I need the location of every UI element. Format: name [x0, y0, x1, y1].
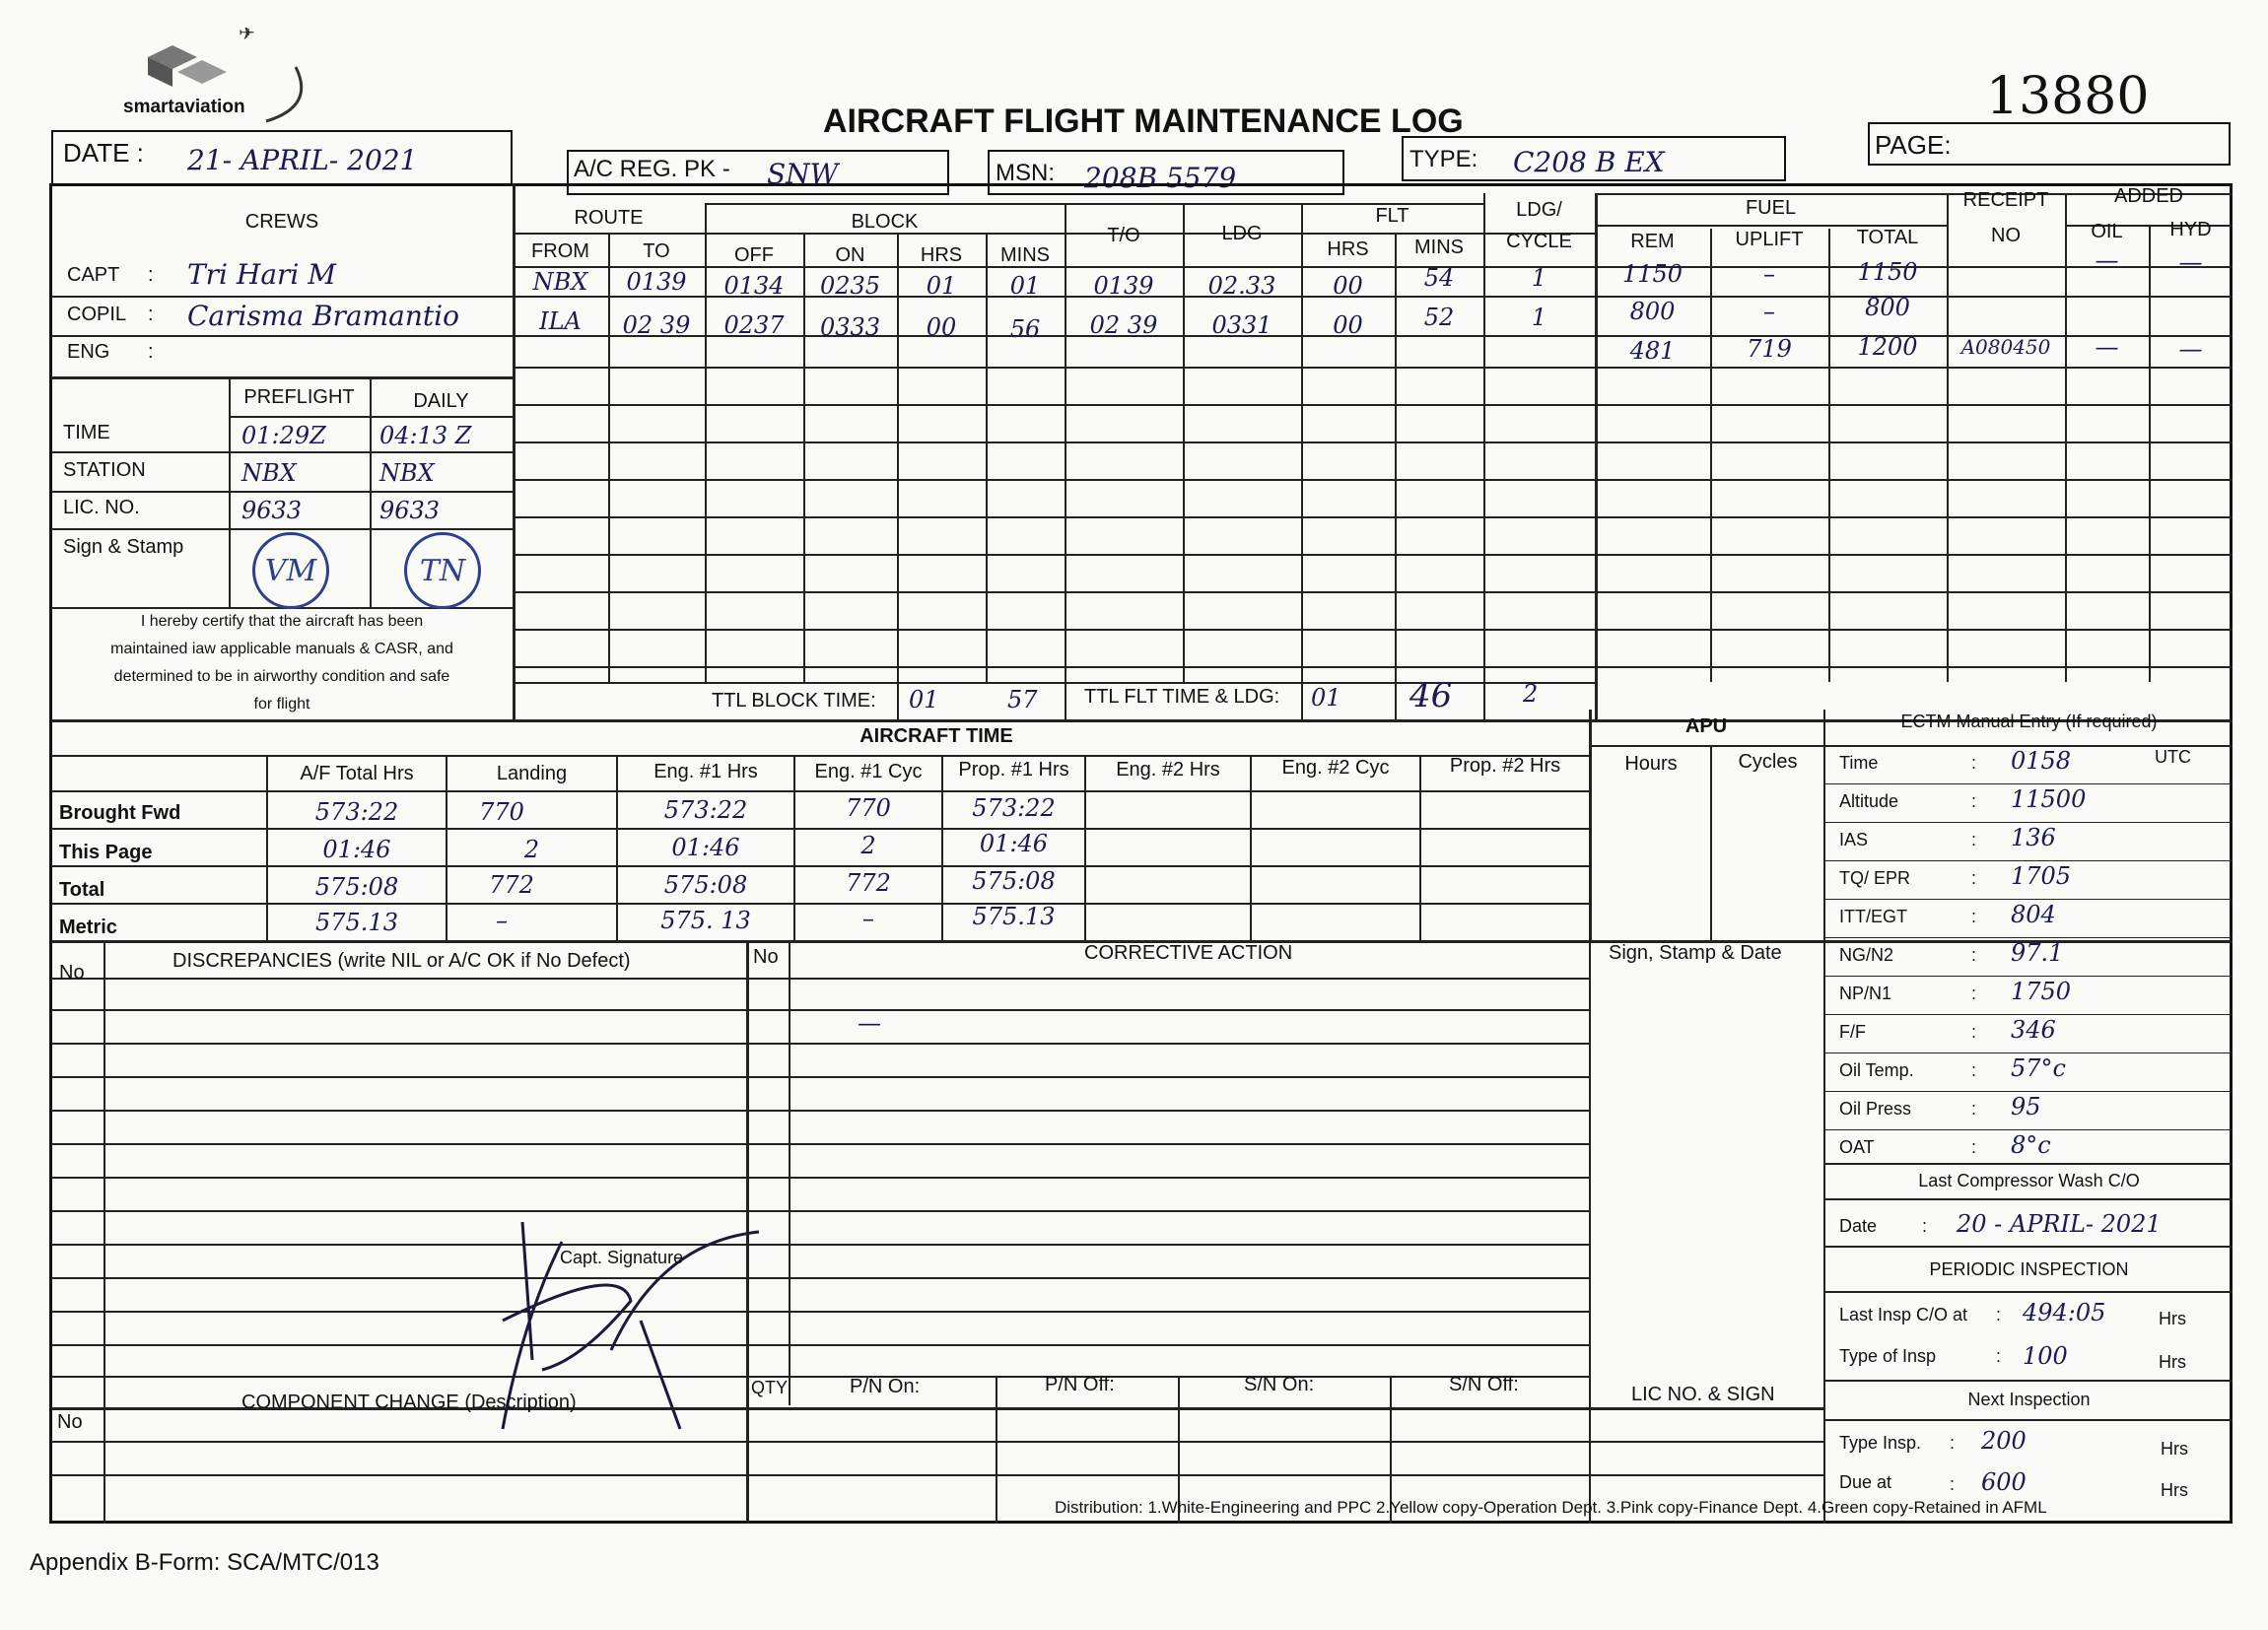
flight-1-to: 0139: [626, 268, 687, 296]
page-label: PAGE:: [1875, 130, 1952, 160]
component-change-header: COMPONENT CHANGE (Description): [241, 1392, 577, 1413]
type-label: TYPE:: [1409, 146, 1478, 172]
certify-line-2: maintained iaw applicable manuals & CASR, and: [110, 641, 453, 657]
qty-header: QTY: [751, 1378, 789, 1397]
at-header-prop1: Prop. #1 Hrs: [958, 759, 1069, 781]
last-insp-value: 494:05: [2023, 1299, 2106, 1326]
next-type-value: 200: [1981, 1427, 2027, 1455]
ectm-value: 1705: [2011, 862, 2072, 890]
fuel-1-rem: 1150: [1621, 260, 1684, 288]
corrective-action-header: CORRECTIVE ACTION: [1084, 942, 1293, 964]
ectm-label: Time: [1839, 753, 1879, 773]
copil-colon: :: [148, 304, 154, 325]
ectm-value: 95: [2011, 1093, 2041, 1121]
brought-fwd-eng1: 573:22: [663, 796, 748, 824]
fuel-3-uplift: 719: [1747, 335, 1792, 363]
at-header-prop2: Prop. #2 Hrs: [1449, 755, 1561, 777]
ttl-ldg: 2: [1523, 680, 1539, 708]
col-block: BLOCK: [851, 211, 919, 233]
col-receipt-no: NO: [1991, 225, 2021, 246]
fuel-1-total: 1150: [1857, 258, 1918, 286]
certify-line-1: I hereby certify that the aircraft has been: [140, 613, 424, 630]
at-header-af: A/F Total Hrs: [300, 763, 414, 784]
daily-stamp: [404, 532, 481, 609]
flight-1-takeoff: 0139: [1093, 272, 1154, 300]
last-insp-colon: :: [1996, 1305, 2002, 1324]
at-header-eng2-cyc: Eng. #2 Cyc: [1281, 757, 1390, 779]
lic-label: LIC. NO.: [63, 497, 140, 518]
ectm-title: ECTM Manual Entry (If required): [1900, 712, 2158, 731]
type-insp-value: 100: [2023, 1342, 2068, 1370]
ectm-label: NG/N2: [1839, 945, 1894, 965]
flight-2-hrs: 00: [926, 313, 957, 341]
certify-line-3: determined to be in airworthy condition and safe: [113, 668, 450, 685]
metric-af: 575.13: [315, 909, 398, 936]
col-route: ROUTE: [574, 207, 644, 229]
ectm-colon: :: [1971, 1137, 1977, 1157]
ectm-colon: :: [1971, 791, 1977, 811]
flight-1-from: NBX: [532, 268, 588, 296]
preflight-stamp-text: VM: [264, 553, 317, 588]
flight-1-hrs: 01: [926, 272, 957, 300]
fuel-1-uplift: –: [1763, 260, 1775, 288]
ectm-colon: :: [1971, 945, 1977, 965]
ectm-colon: :: [1971, 1060, 1977, 1080]
this-page-eng1: 01:46: [671, 834, 740, 861]
col-fuel: FUEL: [1745, 197, 1797, 219]
ectm-value: 8°c: [2011, 1131, 2051, 1159]
flight-2-from: ILA: [539, 307, 582, 335]
ttl-flt-hrs: 01: [1311, 684, 1341, 712]
fuel-3-oil: —: [2095, 333, 2119, 361]
pn-off-header: P/N Off:: [1045, 1374, 1115, 1395]
flight-1-mins: 01: [1009, 272, 1041, 300]
type-insp-colon: :: [1996, 1346, 2002, 1366]
ectm-value: 1750: [2011, 978, 2072, 1005]
type-insp-label: Type of Insp: [1839, 1346, 1937, 1366]
at-header-eng2-hrs: Eng. #2 Hrs: [1116, 759, 1220, 781]
type-value: C208 B EX: [1513, 146, 1665, 178]
time-label: TIME: [63, 422, 110, 443]
reg-value: SNW: [767, 158, 839, 190]
col-to: TO: [643, 240, 670, 262]
fuel-1-hyd: —: [2178, 248, 2203, 276]
ectm-value: 804: [2011, 901, 2056, 928]
lic-preflight: 9633: [241, 497, 303, 524]
lic-daily: 9633: [379, 497, 441, 524]
fuel-1-oil: —: [2095, 246, 2119, 274]
capt-label: CAPT: [67, 264, 120, 286]
page-title: AIRCRAFT FLIGHT MAINTENANCE LOG: [823, 102, 1464, 140]
brought-fwd-af: 573:22: [314, 798, 399, 826]
ttl-block-hrs: 01: [909, 686, 939, 713]
brought-fwd-landing: 770: [479, 798, 524, 826]
ectm-label: ITT/EGT: [1839, 907, 1907, 926]
at-header-landing: Landing: [496, 763, 568, 784]
sign-stamp-label: Sign & Stamp: [63, 536, 184, 558]
preflight-header: PREFLIGHT: [243, 386, 355, 408]
ectm-label: Oil Temp.: [1839, 1060, 1914, 1080]
copil-name: Carisma Bramantio: [187, 300, 459, 332]
ectm-value: 346: [2011, 1016, 2056, 1044]
at-header-eng1-hrs: Eng. #1 Hrs: [653, 761, 758, 782]
distribution-note: Distribution: 1.White-Engineering and PPC 2.Yellow copy-Operation Dept. 3.Pink copy-Finance Dept. 4.Green copy-Retained in AFML: [1055, 1498, 2047, 1517]
row-this-page-label: This Page: [59, 842, 153, 863]
flight-2-on: 0333: [819, 313, 881, 341]
sn-on-header: S/N On:: [1244, 1374, 1315, 1395]
due-at-label: Due at: [1839, 1472, 1892, 1492]
flight-1-flt-mins: 54: [1423, 264, 1455, 292]
ectm-label: NP/N1: [1839, 984, 1892, 1003]
ectm-colon: :: [1971, 868, 1977, 888]
metric-prop1: 575.13: [972, 903, 1056, 930]
ectm-colon: :: [1971, 907, 1977, 926]
logo: [118, 28, 315, 126]
certify-line-4: for flight: [253, 696, 310, 713]
fuel-3-receipt: A080450: [1960, 335, 2051, 359]
ectm-colon: :: [1971, 753, 1977, 773]
component-no-header: No: [57, 1411, 83, 1433]
discrepancy-no-header: No: [59, 962, 85, 984]
eng-label: ENG: [67, 341, 110, 363]
station-daily: NBX: [379, 459, 435, 487]
flight-1-on: 0235: [819, 272, 881, 300]
col-off: OFF: [734, 244, 774, 266]
ttl-block-label: TTL BLOCK TIME:: [712, 690, 876, 712]
ectm-label: TQ/ EPR: [1839, 868, 1911, 888]
capt-colon: :: [148, 264, 154, 286]
apu-title: APU: [1684, 715, 1728, 737]
due-at-colon: :: [1950, 1474, 1956, 1494]
date-value: 21- APRIL- 2021: [187, 144, 418, 176]
col-total: TOTAL: [1856, 227, 1919, 248]
capt-name: Tri Hari M: [187, 258, 336, 291]
col-hyd: HYD: [2169, 219, 2212, 240]
sign-stamp-date-header: Sign, Stamp & Date: [1609, 942, 1782, 964]
next-type-colon: :: [1950, 1433, 1956, 1453]
metric-cyc1: –: [862, 905, 874, 932]
this-page-af: 01:46: [322, 836, 391, 863]
fuel-3-hyd: —: [2178, 335, 2203, 363]
at-header-eng1-cyc: Eng. #1 Cyc: [814, 761, 923, 782]
ectm-colon: :: [1971, 984, 1977, 1003]
date-label: DATE :: [63, 138, 144, 168]
apu-cycles: Cycles: [1738, 751, 1798, 773]
ectm-utc: UTC: [2155, 747, 2191, 767]
ectm-colon: :: [1971, 1022, 1977, 1042]
flight-2-to: 02 39: [622, 311, 691, 339]
msn-label: MSN:: [996, 160, 1055, 186]
flight-2-ldg: 0331: [1211, 311, 1272, 339]
fuel-2-uplift: –: [1763, 298, 1775, 325]
time-preflight: 01:29Z: [241, 422, 326, 449]
ttl-block-mins: 57: [1007, 686, 1038, 713]
total-eng1: 575:08: [663, 871, 748, 899]
reg-label: A/C REG. PK -: [574, 156, 730, 182]
pn-on-header: P/N On:: [850, 1376, 921, 1397]
fuel-2-total: 800: [1865, 294, 1910, 321]
total-cyc1: 772: [846, 869, 891, 897]
row-total-label: Total: [59, 879, 105, 901]
col-crews: CREWS: [244, 211, 319, 233]
col-flt-hrs: HRS: [1327, 238, 1369, 260]
apu-hours: Hours: [1624, 753, 1678, 775]
this-page-prop1: 01:46: [979, 830, 1049, 857]
col-ldg-cycle-1: LDG/: [1516, 199, 1562, 221]
preflight-stamp: [252, 532, 329, 609]
corrective-action-entry: —: [858, 1009, 881, 1037]
brought-fwd-prop1: 573:22: [972, 794, 1056, 822]
corrective-no-header: No: [753, 946, 779, 968]
flight-1-cycle: 1: [1531, 264, 1547, 292]
total-prop1: 575:08: [972, 867, 1056, 895]
ectm-label: F/F: [1839, 1022, 1866, 1042]
compressor-date-label: Date: [1839, 1216, 1878, 1236]
time-daily: 04:13 Z: [379, 422, 472, 449]
ectm-value: 136: [2011, 824, 2056, 851]
ectm-label: OAT: [1839, 1137, 1875, 1157]
ectm-label: IAS: [1839, 830, 1869, 849]
total-af: 575:08: [314, 873, 399, 901]
daily-header: DAILY: [413, 390, 469, 412]
this-page-cyc1: 2: [860, 832, 876, 859]
col-flt: FLT: [1375, 205, 1409, 227]
this-page-landing: 2: [523, 836, 540, 863]
row-metric-label: Metric: [59, 917, 117, 938]
metric-landing: –: [496, 907, 508, 934]
discrepancies-header: DISCREPANCIES (write NIL or A/C OK if No Defect): [172, 950, 631, 972]
flight-2-flt-mins: 52: [1423, 304, 1455, 331]
col-mins: MINS: [1000, 244, 1050, 266]
col-ldg-cycle-2: CYCLE: [1506, 231, 1572, 252]
flight-2-mins: 56: [1009, 315, 1041, 343]
compressor-wash-title: Last Compressor Wash C/O: [1918, 1171, 2140, 1190]
logo-text: smartaviation: [123, 97, 245, 117]
ectm-label: Oil Press: [1839, 1099, 1912, 1119]
aircraft-time-title: AIRCRAFT TIME: [859, 725, 1013, 747]
col-oil: OIL: [2091, 221, 2123, 242]
fuel-2-rem: 800: [1629, 298, 1676, 325]
next-type-hrs: Hrs: [2161, 1439, 2188, 1459]
fuel-3-rem: 481: [1629, 337, 1676, 365]
flight-2-flt-hrs: 00: [1333, 311, 1363, 339]
col-added: ADDED: [2113, 185, 2183, 207]
svg-text:✈: ✈: [239, 28, 255, 44]
periodic-inspection-title: PERIODIC INSPECTION: [1929, 1259, 2129, 1279]
brought-fwd-cyc1: 770: [846, 794, 891, 822]
due-at-hrs: Hrs: [2161, 1480, 2188, 1500]
copil-label: COPIL: [67, 304, 127, 325]
col-rem: REM: [1630, 231, 1675, 252]
last-insp-label: Last Insp C/O at: [1839, 1305, 1968, 1324]
fuel-3-total: 1200: [1857, 333, 1918, 361]
metric-eng1: 575. 13: [660, 907, 751, 934]
col-from: FROM: [531, 240, 589, 262]
flight-1-off: 0134: [723, 272, 785, 300]
last-insp-hrs: Hrs: [2159, 1309, 2186, 1328]
station-label: STATION: [63, 459, 146, 481]
ectm-value: 0158: [2011, 747, 2072, 775]
flight-1-ldg: 02.33: [1207, 272, 1276, 300]
col-uplift: UPLIFT: [1735, 229, 1804, 250]
flight-2-cycle: 1: [1531, 304, 1547, 331]
serial-number: 13880: [1986, 67, 2150, 126]
next-type-label: Type Insp.: [1839, 1433, 1922, 1453]
next-inspection-title: Next Inspection: [1967, 1390, 2091, 1409]
ectm-label: Altitude: [1839, 791, 1899, 811]
type-insp-hrs: Hrs: [2159, 1352, 2186, 1372]
flight-2-off: 0237: [723, 311, 785, 339]
compressor-date: 20 - APRIL- 2021: [1957, 1210, 2162, 1238]
capt-signature-label: Capt. Signature: [560, 1248, 684, 1267]
lic-sign-header: LIC NO. & SIGN: [1631, 1384, 1775, 1405]
flight-1-flt-hrs: 00: [1333, 272, 1363, 300]
col-on: ON: [835, 244, 865, 266]
eng-colon: :: [148, 341, 154, 363]
col-flt-mins: MINS: [1414, 237, 1464, 258]
total-landing: 772: [489, 871, 534, 899]
ectm-colon: :: [1971, 1099, 1977, 1119]
due-at-value: 600: [1981, 1468, 2027, 1496]
ectm-colon: :: [1971, 830, 1977, 849]
col-to-time: T/O: [1107, 225, 1140, 246]
flight-2-takeoff: 02 39: [1089, 311, 1158, 339]
daily-stamp-text: TN: [419, 553, 466, 588]
ectm-value: 97.1: [2011, 939, 2064, 967]
ttl-flt-mins: 46: [1409, 676, 1453, 715]
row-brought-fwd-label: Brought Fwd: [59, 802, 181, 824]
ectm-value: 11500: [2011, 785, 2087, 813]
msn-value: 208B 5579: [1084, 162, 1237, 194]
col-hrs: HRS: [920, 244, 963, 266]
compressor-date-colon: :: [1922, 1216, 1928, 1236]
col-receipt: RECEIPT: [1962, 189, 2049, 211]
station-preflight: NBX: [241, 459, 297, 487]
form-number: Appendix B-Form: SCA/MTC/013: [30, 1549, 379, 1576]
col-ldg: LDG: [1221, 223, 1263, 244]
ttl-flt-label: TTL FLT TIME & LDG:: [1084, 686, 1280, 708]
ectm-value: 57°c: [2011, 1054, 2066, 1082]
sn-off-header: S/N Off:: [1449, 1374, 1519, 1395]
